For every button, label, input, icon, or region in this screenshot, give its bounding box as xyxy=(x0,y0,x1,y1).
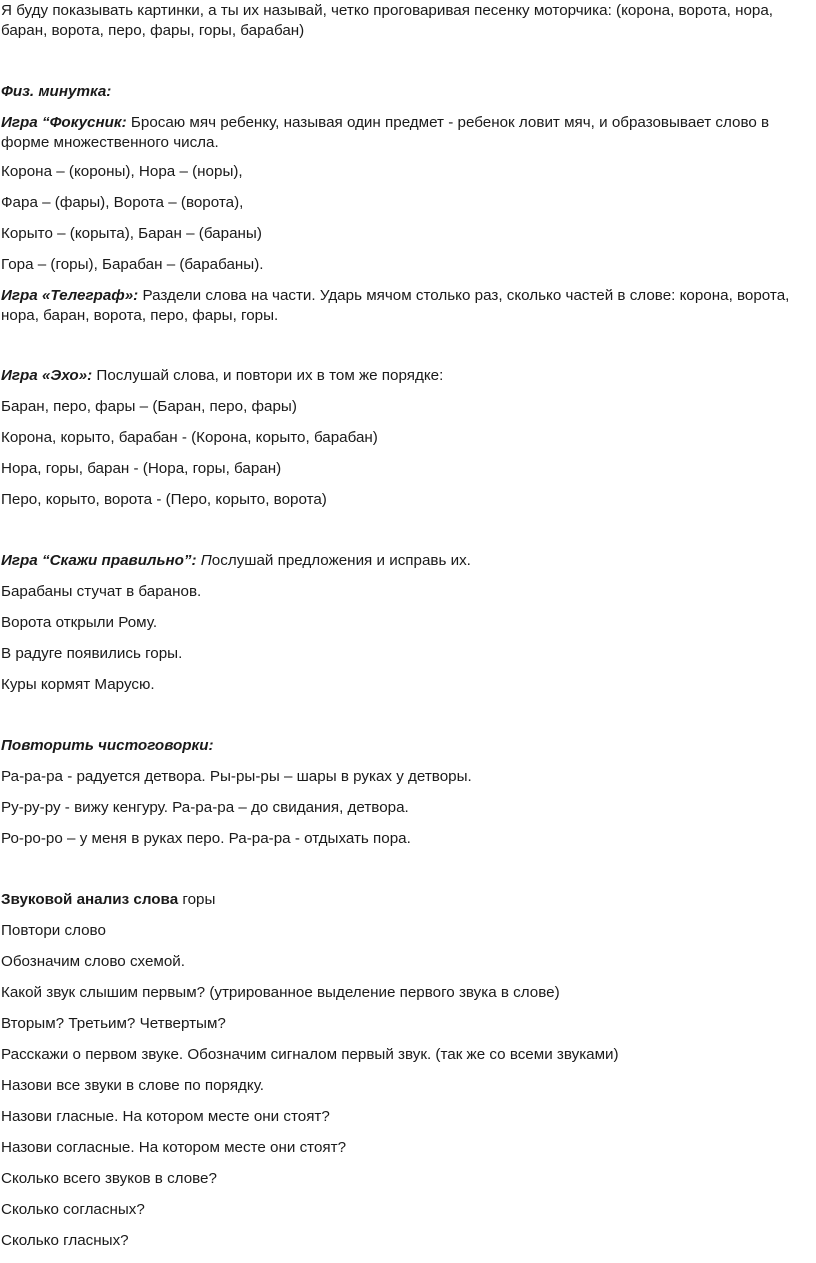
echo-line: Нора, горы, баран - (Нора, горы, баран) xyxy=(1,460,282,477)
analysis-line: Сколько гласных? xyxy=(1,1232,129,1249)
analysis-line: Назови согласные. На котором месте они стоят? xyxy=(1,1139,347,1156)
skazhi-line: В радуге появились горы. xyxy=(1,645,183,662)
echo-paragraph xyxy=(1,366,811,386)
skazhi-line: Барабаны стучат в баранов. xyxy=(1,583,202,600)
analysis-line: Какой звук слышим первым? (утрированное выделение первого звука в слове) xyxy=(1,984,560,1001)
plural-line: Корона – (короны), Нора – (норы), xyxy=(1,163,243,180)
intro-paragraph: Я буду показывать картинки, а ты их называй, четко проговаривая песенку моторчика: (корона, ворота, нора, баран, ворота, перо, фары, горы, барабан) xyxy=(1,2,774,39)
telegraf-text: Раздели слова на части. Ударь мячом столько раз, сколько частей в слове: корона, ворота, нора, баран, ворота, перо, фары, горы. xyxy=(1,287,790,324)
chisto-line: Ро-ро-ро – у меня в руках перо. Ра-ра-ра - отдыхать пора. xyxy=(1,830,411,847)
skazhi-paragraph xyxy=(1,551,811,571)
echo-line: Корона, корыто, барабан - (Корона, корыто, барабан) xyxy=(1,429,378,446)
echo-text: Послушай слова, и повтори их в том же порядке: xyxy=(92,367,444,384)
chisto-heading: Повторить чистоговорки: xyxy=(1,737,214,754)
analysis-line: Обозначим слово схемой. xyxy=(1,953,185,970)
chisto-line: Ру-ру-ру - вижу кенгуру. Ра-ра-ра – до свидания, детвора. xyxy=(1,799,409,816)
analysis-line: Расскажи о первом звуке. Обозначим сигналом первый звук. (так же со всеми звуками) xyxy=(1,1046,619,1063)
analysis-line: Повтори слово xyxy=(1,922,106,939)
echo-label: Игра «Эхо»: xyxy=(1,367,93,384)
echo-line: Баран, перо, фары – (Баран, перо, фары) xyxy=(1,398,297,415)
echo-line: Перо, корыто, ворота - (Перо, корыто, ворота) xyxy=(1,491,327,508)
analysis-word: горы xyxy=(178,891,216,908)
plural-line: Гора – (горы), Барабан – (барабаны). xyxy=(1,256,264,273)
analysis-label: Звуковой анализ слова xyxy=(1,891,179,908)
analysis-line: Вторым? Третьим? Четвертым? xyxy=(1,1015,226,1032)
plural-line: Корыто – (корыта), Баран – (бараны) xyxy=(1,225,262,242)
telegraf-label: Игра «Телеграф»: xyxy=(1,287,139,304)
analysis-heading xyxy=(1,890,811,910)
chisto-line: Ра-ра-ра - радуется детвора. Ры-ры-ры – шары в руках у детворы. xyxy=(1,768,472,785)
skazhi-italic: П xyxy=(196,552,212,569)
fokusnik-text: Бросаю мяч ребенку, называя один предмет - ребенок ловит мяч, и образовывает слово в форме множественного числа. xyxy=(1,114,770,151)
skazhi-text: ослушай предложения и исправь их. xyxy=(211,552,471,569)
fokusnik-paragraph xyxy=(1,113,811,153)
telegraf-paragraph xyxy=(1,286,811,326)
phys-minute-heading: Физ. минутка: xyxy=(1,83,112,100)
plural-line: Фара – (фары), Ворота – (ворота), xyxy=(1,194,244,211)
analysis-line: Сколько согласных? xyxy=(1,1201,145,1218)
analysis-line: Назови гласные. На котором месте они стоят? xyxy=(1,1108,330,1125)
skazhi-label: Игра “Скажи правильно”: xyxy=(1,552,197,569)
analysis-line: Сколько всего звуков в слове? xyxy=(1,1170,217,1187)
fokusnik-label: Игра “Фокусник: xyxy=(1,114,127,131)
skazhi-line: Ворота открыли Рому. xyxy=(1,614,158,631)
analysis-line: Назови все звуки в слове по порядку. xyxy=(1,1077,265,1094)
skazhi-line: Куры кормят Марусю. xyxy=(1,676,155,693)
